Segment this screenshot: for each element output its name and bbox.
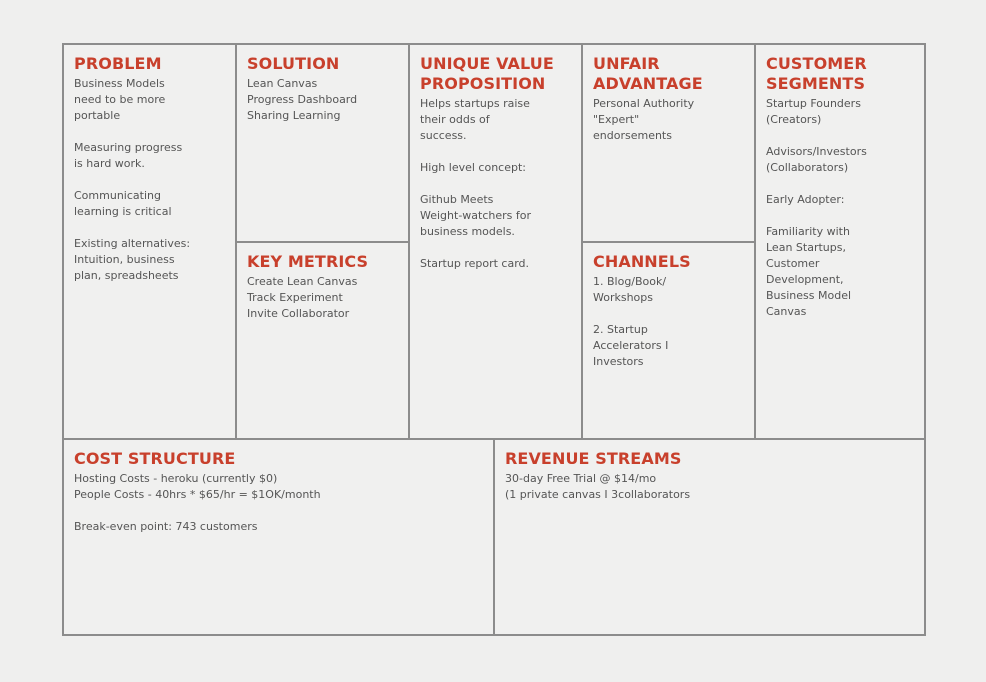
unfair-advantage-title: UNFAIR ADVANTAGE <box>593 54 703 93</box>
unfair-advantage-box <box>583 45 756 243</box>
customer-segments-title: CUSTOMER SEGMENTS <box>766 54 867 93</box>
uvp-title: UNIQUE VALUE PROPOSITION <box>420 54 554 93</box>
channels-title: CHANNELS <box>593 252 691 271</box>
cost-structure-box <box>64 440 495 636</box>
customer-segments-text: Startup Founders (Creators) Advisors/Investors (Collaborators) Early Adopter: Familiarity with Lean Startups, Customer Development, Business Model Canvas <box>766 97 867 318</box>
lean-canvas <box>62 43 926 636</box>
solution-text: Lean Canvas Progress Dashboard Sharing Learning <box>247 77 358 122</box>
revenue-streams-text: 30-day Free Trial @ $14/mo (1 private canvas I 3collaborators <box>505 472 691 501</box>
solution-title: SOLUTION <box>247 54 340 73</box>
key-metrics-title: KEY METRICS <box>247 252 369 271</box>
unfair-advantage-text: Personal Authority "Expert" endorsements <box>593 97 695 142</box>
key-metrics-text: Create Lean Canvas Track Experiment Invite Collaborator <box>247 275 358 320</box>
customer-segments-box <box>756 45 926 440</box>
key-metrics-box <box>237 243 410 440</box>
channels-text: 1. Blog/Book/ Workshops 2. Startup Accelerators I Investors <box>593 275 669 368</box>
solution-box <box>237 45 410 243</box>
problem-box <box>64 45 237 440</box>
revenue-streams-title: REVENUE STREAMS <box>505 449 682 468</box>
channels-box <box>583 243 756 440</box>
uvp-box <box>410 45 583 440</box>
cost-structure-title: COST STRUCTURE <box>74 449 236 468</box>
revenue-streams-box <box>495 440 926 636</box>
uvp-text: Helps startups raise their odds of success. High level concept: Github Meets Weight-watchers for business models. Startup report card. <box>420 97 532 270</box>
problem-text: Business Models need to be more portable Measuring progress is hard work. Communicating learning is critical Existing alternatives: Intuition, business plan, spreadsheets <box>74 77 191 282</box>
problem-title: PROBLEM <box>74 54 162 73</box>
cost-structure-text: Hosting Costs - heroku (currently $0) People Costs - 40hrs * $65/hr = $1OK/month Break-even point: 743 customers <box>74 472 321 533</box>
